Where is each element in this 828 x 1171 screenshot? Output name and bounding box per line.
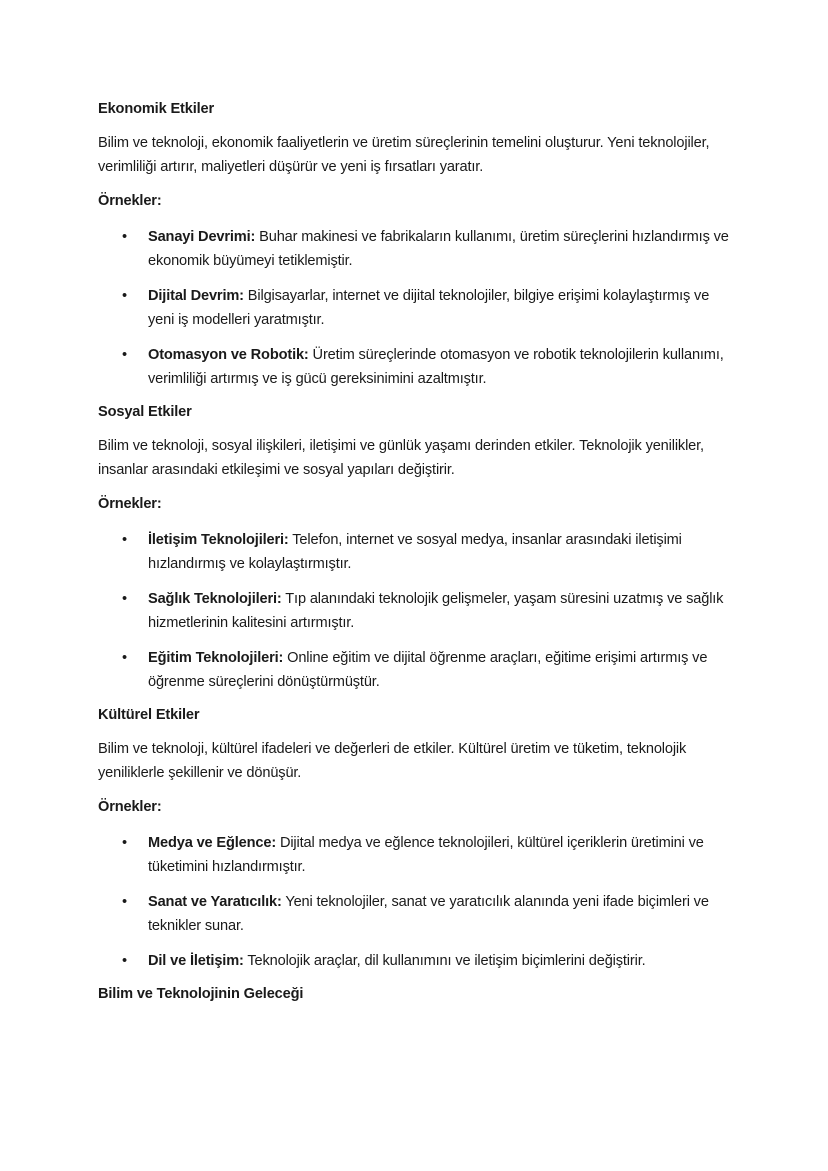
- item-text: Bilgisayarlar, internet ve dijital teknolojiler, bilgiye erişimi kolaylaştırmış ve yeni iş modelleri yaratmıştır.: [148, 288, 710, 328]
- section-paragraph: Bilim ve teknoloji, kültürel ifadeleri ve değerleri de etkiler. Kültürel üretim ve tüketim, teknolojik yeniliklerle şekillenir ve dönüşür.: [98, 741, 687, 781]
- examples-list: [98, 225, 738, 391]
- item-term: Otomasyon ve Robotik:: [148, 347, 309, 363]
- list-item: [98, 831, 733, 879]
- item-term: Sağlık Teknolojileri:: [148, 591, 282, 607]
- section-paragraph: Bilim ve teknoloji, sosyal ilişkileri, iletişimi ve günlük yaşamı derinden etkiler. Teknolojik yenilikler, insanlar arasındaki etkileşimi ve sosyal yapıları değiştirir.: [98, 438, 704, 478]
- section-2: [98, 400, 738, 694]
- examples-label: Örnekler:: [98, 799, 162, 815]
- item-text: Buhar makinesi ve fabrikaların kullanımı, üretim süreçlerini hızlandırmış ve ekonomik büyümeyi tetiklemiştir.: [148, 229, 729, 269]
- section-1: [98, 97, 738, 391]
- bullet-icon: •: [122, 650, 127, 666]
- list-item: [98, 890, 733, 938]
- document-page: [98, 97, 738, 1016]
- item-text: Teknolojik araçlar, dil kullanımını ve iletişim biçimlerini değiştirir.: [243, 953, 646, 969]
- item-term: Eğitim Teknolojileri:: [148, 650, 284, 666]
- item-text: Online eğitim ve dijital öğrenme araçları, eğitime erişimi artırmış ve öğrenme süreçlerini dönüştürmüştür.: [148, 650, 708, 690]
- item-term: Sanat ve Yaratıcılık:: [148, 894, 282, 910]
- item-text: Yeni teknolojiler, sanat ve yaratıcılık alanında yeni ifade biçimleri ve teknikler sunar.: [148, 894, 709, 934]
- bullet-icon: •: [122, 532, 127, 548]
- final-heading: Bilim ve Teknolojinin Geleceği: [98, 986, 304, 1002]
- item-term: Sanayi Devrimi:: [148, 229, 256, 245]
- list-item: [98, 225, 733, 273]
- item-term: İletişim Teknolojileri:: [148, 532, 289, 548]
- list-item: [98, 528, 733, 576]
- list-item: [98, 949, 733, 973]
- examples-label: Örnekler:: [98, 496, 162, 512]
- item-term: Dijital Devrim:: [148, 288, 244, 304]
- examples-list: [98, 528, 738, 694]
- section-heading: Kültürel Etkiler: [98, 707, 200, 723]
- bullet-icon: •: [122, 229, 127, 245]
- bullet-icon: •: [122, 591, 127, 607]
- section-heading: Ekonomik Etkiler: [98, 101, 215, 117]
- list-item: [98, 587, 733, 635]
- item-text: Dijital medya ve eğlence teknolojileri, kültürel içeriklerin üretimini ve tüketimini hızlandırmıştır.: [148, 835, 704, 875]
- section-heading: Sosyal Etkiler: [98, 404, 192, 420]
- item-text: Tıp alanındaki teknolojik gelişmeler, yaşam süresini uzatmış ve sağlık hizmetlerinin kalitesini artırmıştır.: [148, 591, 724, 631]
- list-item: [98, 646, 733, 694]
- list-item: [98, 343, 733, 391]
- item-term: Medya ve Eğlence:: [148, 835, 277, 851]
- bullet-icon: •: [122, 953, 127, 969]
- item-text: Telefon, internet ve sosyal medya, insanlar arasındaki iletişimi hızlandırmış ve kolaylaştırmıştır.: [148, 532, 682, 572]
- bullet-icon: •: [122, 835, 127, 851]
- examples-label: Örnekler:: [98, 193, 162, 209]
- bullet-icon: •: [122, 894, 127, 910]
- item-text: Üretim süreçlerinde otomasyon ve robotik teknolojilerin kullanımı, verimliliği artırmış ve iş gücü gereksinimini azaltmıştır.: [148, 347, 724, 387]
- item-term: Dil ve İletişim:: [148, 953, 244, 969]
- section-3: [98, 703, 738, 973]
- list-item: [98, 284, 733, 332]
- examples-list: [98, 831, 738, 973]
- section-paragraph: Bilim ve teknoloji, ekonomik faaliyetlerin ve üretim süreçlerinin temelini oluşturur. Yeni teknolojiler, verimliliği artırır, maliyetleri düşürür ve yeni iş fırsatları yaratır.: [98, 135, 710, 175]
- bullet-icon: •: [122, 288, 127, 304]
- bullet-icon: •: [122, 347, 127, 363]
